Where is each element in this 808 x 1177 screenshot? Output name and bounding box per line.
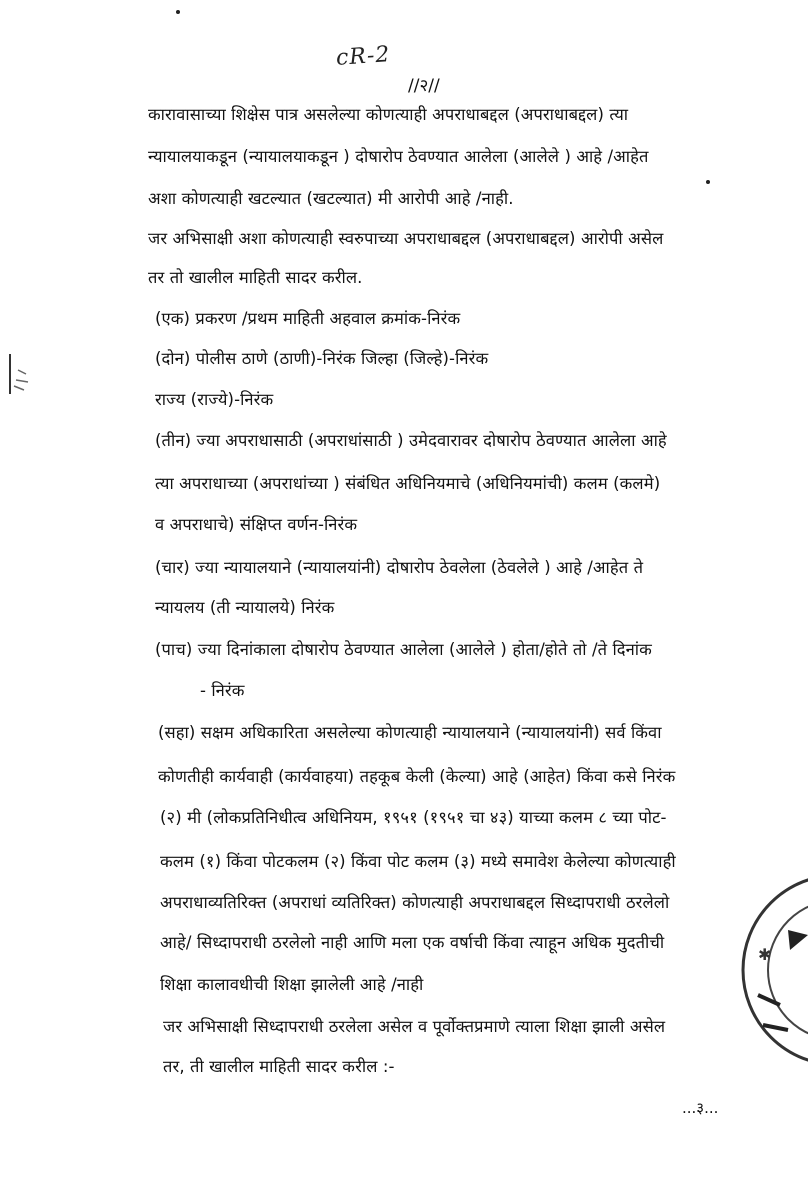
body-line: न्यायलय (ती न्यायालये) निरंक — [155, 598, 335, 617]
body-line: (२) मी (लोकप्रतिनिधीत्व अधिनियम, १९५१ (१९५१ चा ४३) याच्या कलम ८ च्या पोट- — [160, 808, 667, 827]
body-line: न्यायालयाकडून (न्यायालयाकडून ) दोषारोप ठेवण्यात आलेला (आलेले ) आहे /आहेत — [148, 147, 649, 166]
body-line: अशा कोणत्याही खटल्यात (खटल्यात) मी आरोपी आहे /नाही. — [148, 189, 514, 208]
body-line: व अपराधाचे) संक्षिप्त वर्णन-निरंक — [155, 515, 358, 534]
svg-text:✱: ✱ — [758, 945, 772, 964]
margin-mark-icon — [4, 350, 34, 400]
body-line: (पाच) ज्या दिनांकाला दोषारोप ठेवण्यात आलेला (आलेले ) होता/होते तो /ते दिनांक — [155, 640, 652, 659]
body-line: त्या अपराधाच्या (अपराधांच्या ) संबंधित अधिनियमाचे (अधिनियमांची) कलम (कलमे) — [155, 474, 661, 493]
body-line: अपराधाव्यतिरिक्त (अपराधां व्यतिरिक्त) कोणत्याही अपराधाबद्दल सिध्दापराधी ठरलेलो — [160, 893, 670, 912]
scan-speck — [706, 180, 710, 184]
body-line: - निरंक — [200, 681, 245, 700]
body-line: जर अभिसाक्षी सिध्दापराधी ठरलेला असेल व पूर्वोक्तप्रमाणे त्याला शिक्षा झाली असेल — [163, 1017, 666, 1036]
body-line: कलम (१) किंवा पोटकलम (२) किंवा पोट कलम (३) मध्ये समावेश केलेल्या कोणत्याही — [160, 852, 676, 871]
body-line: (एक) प्रकरण /प्रथम माहिती अहवाल क्रमांक-निरंक — [155, 309, 461, 328]
body-line: कारावासाच्या शिक्षेस पात्र असलेल्या कोणत्याही अपराधाबद्दल (अपराधाबद्दल) त्या — [148, 105, 629, 124]
handwritten-annotation: cR-2 — [335, 42, 392, 71]
body-line: (सहा) सक्षम अधिकारिता असलेल्या कोणत्याही न्यायालयाने (न्यायालयांनी) सर्व किंवा — [158, 723, 662, 742]
body-line: (तीन) ज्या अपराधासाठी (अपराधांसाठी ) उमेदवारावर दोषारोप ठेवण्यात आलेला आहे — [155, 431, 667, 450]
scan-speck — [176, 10, 180, 14]
stamp-seal — [718, 855, 808, 1085]
stamp-seal-icon — [718, 855, 808, 1085]
body-line: तर, ती खालील माहिती सादर करील :- — [163, 1057, 395, 1076]
body-line: शिक्षा कालावधीची शिक्षा झालेली आहे /नाही — [160, 975, 424, 994]
body-line: राज्य (राज्ये)-निरंक — [155, 390, 274, 409]
margin-mark — [4, 350, 34, 401]
body-line: तर तो खालील माहिती सादर करील. — [148, 268, 363, 287]
page-number: //२// — [408, 76, 440, 96]
body-line: कोणतीही कार्यवाही (कार्यवाहया) तहकूब केली (केल्या) आहे (आहेत) किंवा कसे निरंक — [158, 767, 676, 786]
body-line: आहे/ सिध्दापराधी ठरलेलो नाही आणि मला एक वर्षाची किंवा त्याहून अधिक मुदतीची — [160, 933, 665, 952]
body-line: (चार) ज्या न्यायालयाने (न्यायालयांनी) दोषारोप ठेवलेला (ठेवलेले ) आहे /आहेत ते — [155, 558, 644, 577]
body-line: जर अभिसाक्षी अशा कोणत्याही स्वरुपाच्या अपराधाबद्दल (अपराधाबद्दल) आरोपी असेल — [148, 229, 664, 248]
continuation-marker: ...३... — [682, 1099, 719, 1117]
body-line: (दोन) पोलीस ठाणे (ठाणी)-निरंक जिल्हा (जिल्हे)-निरंक — [155, 349, 489, 368]
